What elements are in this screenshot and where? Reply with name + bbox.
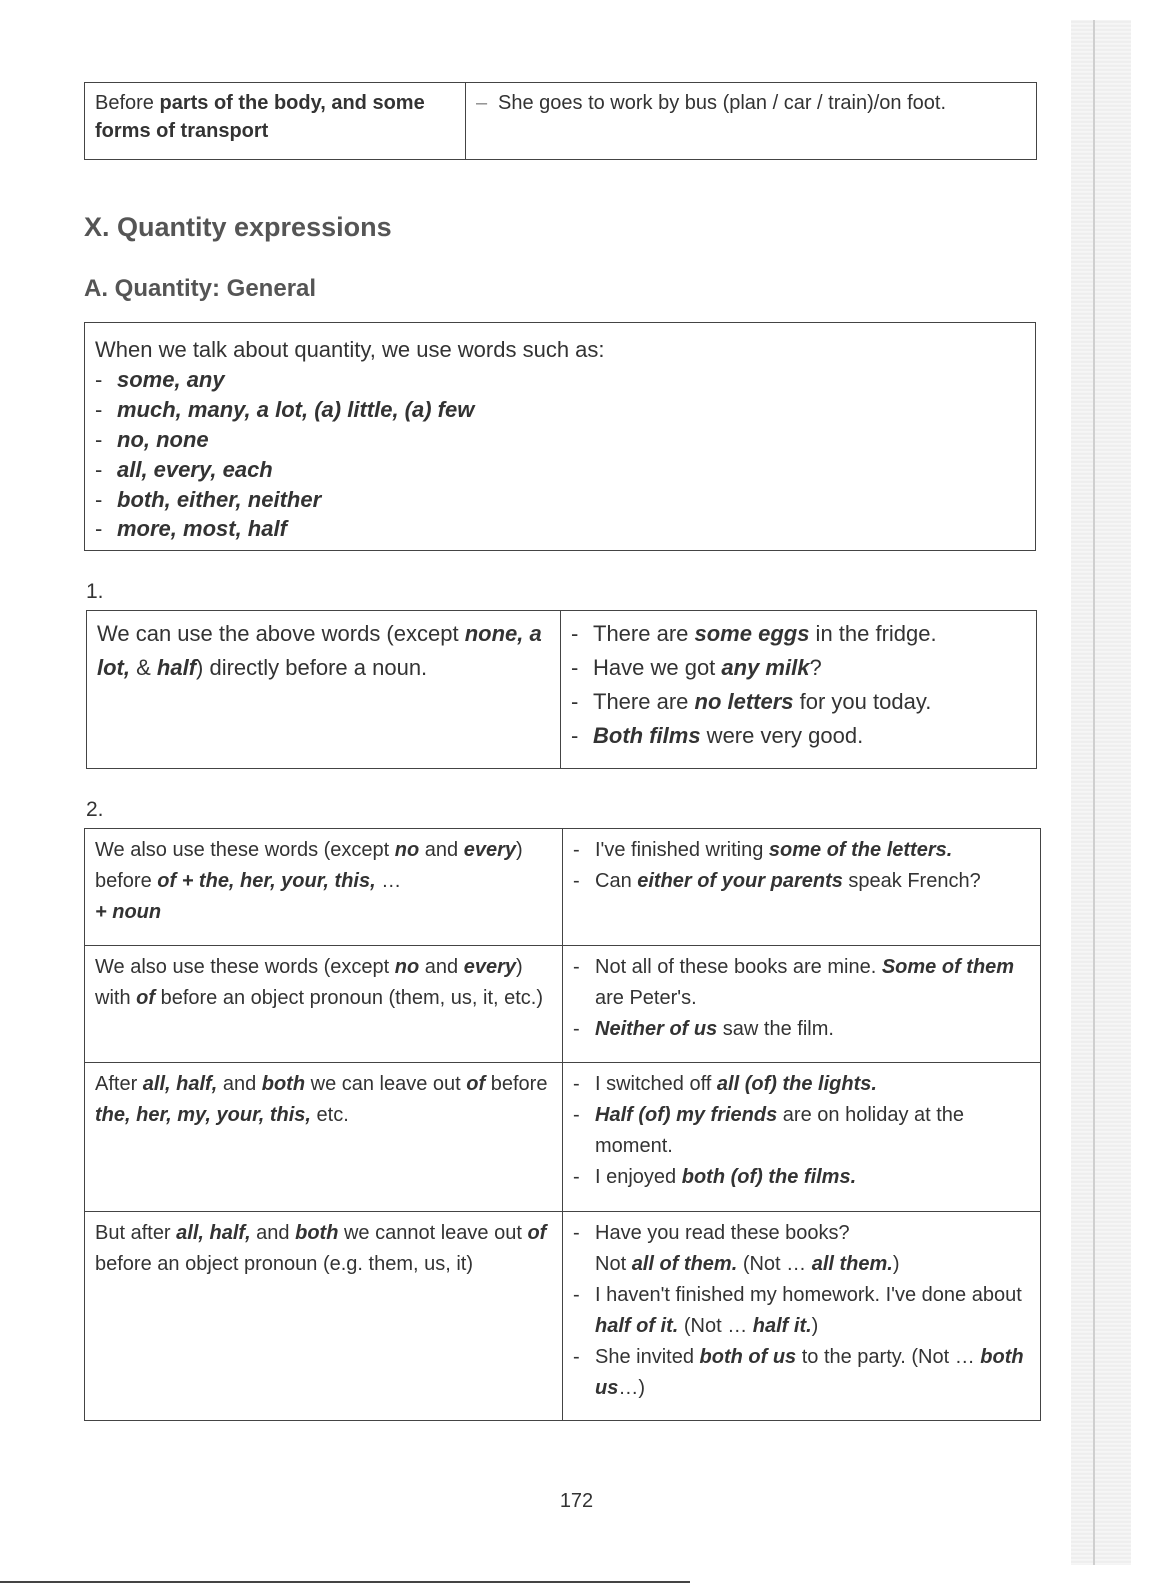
- rule-cell: [85, 83, 466, 160]
- example-line: - Have we got any milk?: [571, 655, 822, 681]
- transport-table: [84, 82, 1037, 160]
- rule-cell: But after all, half, and both we cannot leave out of before an object pronoun (e.g. them, us, it): [85, 1212, 563, 1421]
- example-line: - There are no letters for you today.: [571, 689, 932, 715]
- example-line: - I switched off all (of) the lights.: [573, 1073, 877, 1095]
- example-line: - Have you read these books? Not all of them. (Not … all them.): [573, 1222, 900, 1275]
- list-item: - no, none: [95, 425, 1025, 455]
- example-line: - I've finished writing some of the letters.: [573, 839, 953, 861]
- table-row: [85, 1063, 1041, 1212]
- list-item: - both, either, neither: [95, 485, 1025, 515]
- item-text: both, either, neither: [117, 486, 322, 512]
- example-line: - Neither of us saw the film.: [573, 1018, 834, 1040]
- table-row: [87, 611, 1037, 769]
- example-line: - Both films were very good.: [571, 723, 864, 749]
- example-cell: [561, 611, 1037, 769]
- table-row: [85, 83, 1037, 160]
- rule-text: Before: [95, 92, 160, 114]
- example-text: She goes to work by bus (plan / car / train)/on foot.: [498, 92, 947, 114]
- item-text: much, many, a lot, (a) little, (a) few: [117, 396, 475, 422]
- rule-text: We can use the above words (except: [97, 621, 465, 646]
- rule-cell: We also use these words (except no and every) before of + the, her, your, this, … + noun: [85, 829, 563, 946]
- example-line: - I enjoyed both (of) the films.: [573, 1166, 857, 1188]
- rule-cell: After all, half, and both we can leave out of before the, her, my, your, this, etc.: [85, 1063, 563, 1212]
- table-row: [85, 946, 1041, 1063]
- point-number-1: 1.: [86, 580, 104, 603]
- table-2: [84, 828, 1041, 1421]
- example-line: - She invited both of us to the party. (Not … both us…): [573, 1346, 1024, 1399]
- example-cell: [563, 946, 1041, 1063]
- item-text: all, every, each: [117, 456, 273, 482]
- page-edge-shadow: [1093, 20, 1095, 1565]
- example-line: - I haven't finished my homework. I've done about half of it. (Not … half it.): [573, 1284, 1022, 1337]
- item-text: some, any: [117, 366, 225, 392]
- page-number: 172: [559, 1490, 594, 1512]
- list-item: - more, most, half: [95, 514, 1025, 544]
- example-cell: [563, 829, 1041, 946]
- subsection-title: A. Quantity: General: [84, 275, 317, 302]
- item-text: more, most, half: [117, 516, 287, 542]
- example-line: - There are some eggs in the fridge.: [571, 621, 937, 646]
- list-item: - all, every, each: [95, 455, 1025, 485]
- example-line: - Half (of) my friends are on holiday at the moment.: [573, 1104, 965, 1157]
- quantity-words-box: [84, 322, 1036, 551]
- rule-text-bold: none, a lot,: [97, 621, 542, 681]
- dash: –: [476, 92, 488, 114]
- example-cell: [466, 83, 1037, 160]
- rule-text: &: [130, 655, 157, 681]
- table-1: [86, 610, 1037, 769]
- example-cell: [563, 1063, 1041, 1212]
- section-title: X. Quantity expressions: [84, 212, 392, 242]
- table-row: [85, 1212, 1041, 1421]
- item-text: no, none: [117, 426, 209, 452]
- rule-text-bold: parts of the body, and some forms of transport: [95, 92, 425, 142]
- list-item: - much, many, a lot, (a) little, (a) few: [95, 395, 1025, 425]
- bottom-rule: [0, 1581, 690, 1583]
- point-number-2: 2.: [86, 798, 104, 821]
- example-cell: [563, 1212, 1041, 1421]
- list-item: - some, any: [95, 365, 1025, 395]
- example-line: - Not all of these books are mine. Some of them are Peter's.: [573, 956, 1015, 1009]
- rule-text: ) directly before a noun.: [196, 655, 428, 681]
- table-row: [85, 829, 1041, 946]
- scanned-page-edge: [1071, 20, 1131, 1565]
- example-line: [476, 89, 1026, 117]
- rule-cell: [87, 611, 561, 769]
- example-line: - Can either of your parents speak French?: [573, 870, 981, 892]
- rule-text-bold: half: [156, 655, 197, 681]
- intro-text: When we talk about quantity, we use words such as:: [95, 337, 605, 362]
- rule-cell: We also use these words (except no and every) with of before an object pronoun (them, us, it, etc.): [85, 946, 563, 1063]
